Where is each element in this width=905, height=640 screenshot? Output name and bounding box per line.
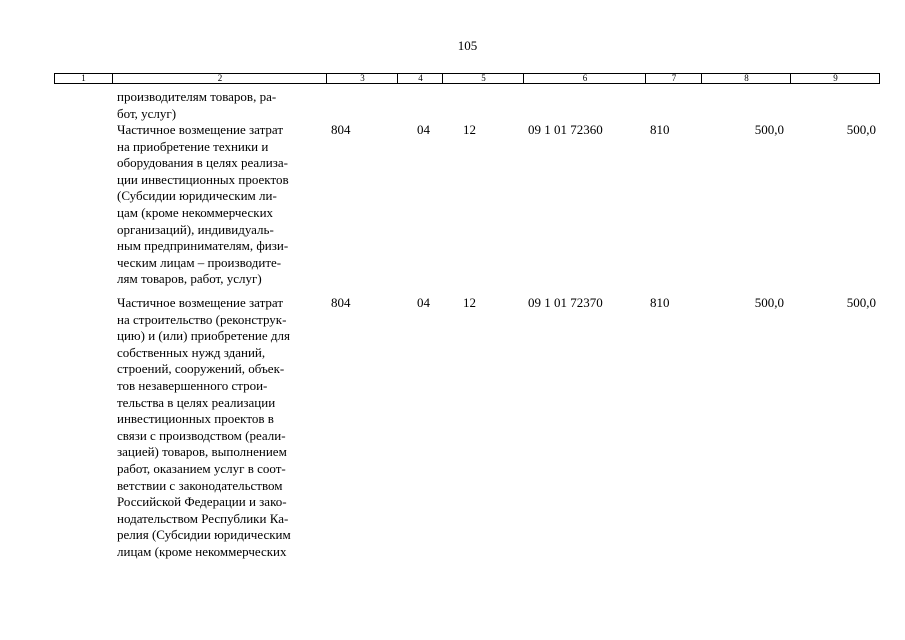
row-col3: 804 [331,122,351,137]
column-header-7: 7 [645,74,702,83]
row-col4: 04 [417,122,430,137]
column-header-5: 5 [442,74,524,83]
row-col5: 12 [463,122,476,137]
row-col6: 09 1 01 72370 [528,295,603,310]
row-description: Частичное возмещение затрат на строительство (реконструк- цию) и (или) приобретение для собственных нужд зданий, строений, сооружений, объек- тов незавершенного строи- тельства в целях реализации инвестиционных проектов в связи с производством (реали- зацией) товаров, выполнением работ, оказанием услуг в соот- ветствии с законодательством Российской Федерации и зако- нодательством Республики Ка- релия (Субсидии юридическим лицам (кроме некоммерческих [117,295,291,559]
row-col7: 810 [650,295,670,310]
page-number: 105 [457,38,478,53]
row-col9: 500,0 [846,122,876,137]
column-header-1: 1 [81,73,86,83]
row-col7: 810 [650,122,670,137]
row-col9: 500,0 [846,295,876,310]
row-col8: 500,0 [754,122,784,137]
row-col4: 04 [417,295,430,310]
row-col5: 12 [463,295,476,310]
continuation-text: производителям товаров, ра- бот, услуг) [117,89,277,121]
column-header-6: 6 [523,74,646,83]
row-col8: 500,0 [754,295,784,310]
row-description: Частичное возмещение затрат на приобретение техники и оборудования в целях реализа- ции инвестиционных проектов (Субсидии юридическим ли- цам (кроме некоммерческих организаций), индивидуаль- ным предпринимателям, физи- ческим лицам – производите- лям товаров, работ, услуг) [117,122,289,287]
row-col3: 804 [331,295,351,310]
column-header-4: 4 [397,74,443,83]
row-col6: 09 1 01 72360 [528,122,603,137]
column-header-2: 2 [112,74,327,83]
column-header-3: 3 [326,74,398,83]
column-header-8: 8 [701,74,791,83]
column-header-9: 9 [790,74,880,83]
column-header-row [54,73,880,84]
